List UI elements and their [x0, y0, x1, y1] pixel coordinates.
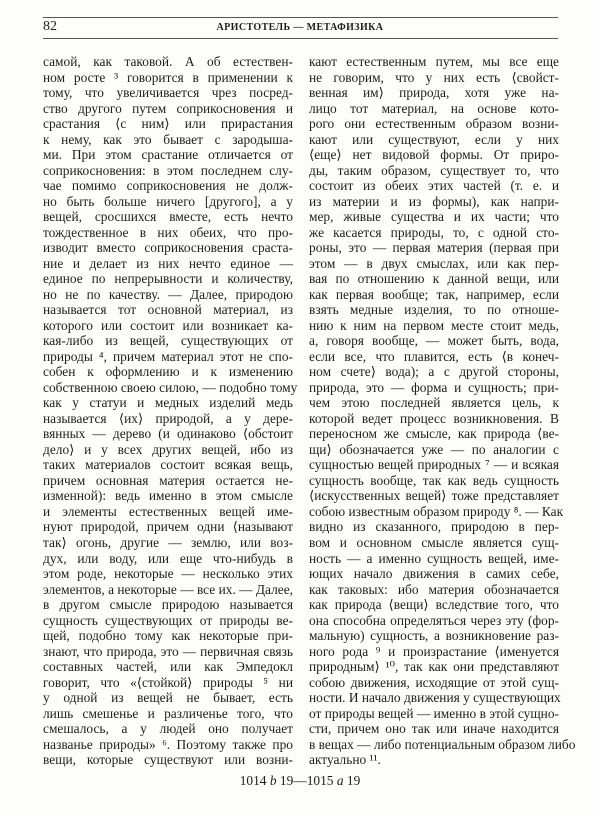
- bekker-reference: [0, 773, 600, 789]
- text-line: щей, подобно тому как некоторые при-: [43, 628, 293, 644]
- text-line: кают или существуют, если у них: [309, 131, 559, 147]
- text-line: сущностью вещей природных ⁷ — и всякая: [309, 457, 559, 473]
- text-line: ности. И начало движения у существующих: [309, 690, 561, 706]
- text-line: из материи и из формы), как напри-: [309, 193, 559, 209]
- text-line: лишь смешенье и различенье того, что: [43, 705, 293, 721]
- text-line: говорит, что «⟨стойкой⟩ природы ⁵ ни: [43, 674, 293, 690]
- text-line: ность — а именно сущность вещей, име-: [309, 550, 559, 566]
- text-line: вещей, сросшихся вместе, есть нечто: [43, 209, 293, 225]
- bekker-start-column: b: [269, 773, 277, 788]
- text-line: которого или состоит или возникает ка-: [43, 317, 293, 333]
- text-line: как природа ⟨вещи⟩ вследствие того, что: [309, 597, 559, 613]
- text-line: но быть больше ничего [другого], а у: [43, 193, 293, 209]
- text-line: тому, что увеличивается чрез посред-: [43, 85, 293, 101]
- text-line: названье природы» ⁶. Поэтому также про: [43, 736, 293, 752]
- text-line: но не по качеству. — Далее, природою: [43, 286, 293, 302]
- text-line: природным⟩ ¹⁰, так как они представляют: [309, 659, 559, 675]
- text-line: в другом смысле природою называется: [43, 597, 293, 613]
- text-line: мальную) сущность, а возникновение раз-: [309, 628, 559, 644]
- text-line: переносном же смысле, как природа ⟨ве-: [309, 426, 559, 442]
- text-line: же касается природы, то, с одной сто-: [309, 224, 559, 240]
- text-line: называется тот основной материал, из: [43, 302, 293, 318]
- text-line: дело⟩ и у всех других вещей, ибо из: [43, 441, 293, 457]
- text-line: ⟨искусственных вещей⟩ тоже представляет: [309, 488, 559, 504]
- bekker-end-line: 19: [346, 773, 361, 788]
- text-line: так⟩ огонь, другие — землю, или воз-: [43, 534, 293, 550]
- text-line: и элементы естественных вещей име-: [43, 503, 293, 519]
- text-line: вом и основном смысле является сущ-: [309, 534, 559, 550]
- text-line: самой, как таковой. А об естествен-: [43, 54, 293, 69]
- text-line: сущность существующих от природы ве-: [43, 612, 293, 628]
- text-line: срастания ⟨с ним⟩ или прирастания: [43, 116, 293, 132]
- text-line: лицо тот материал, на основе кото-: [309, 100, 559, 116]
- text-line: чем этою последней является цель, к: [309, 395, 559, 411]
- text-line: собою движения, исходящие от этой сущ-: [309, 674, 559, 690]
- text-line: к нему, как это бывает с зародыша-: [43, 131, 293, 147]
- text-line: видно из сказанного, природою в пер-: [309, 519, 559, 535]
- text-line: соприкосновения: в этом последнем слу-: [43, 162, 293, 178]
- header-rule-top: [43, 17, 558, 18]
- text-line: тождественное в них обеих, что про-: [43, 224, 293, 240]
- text-line: ⟨еще⟩ нет видовой формы. От приро-: [309, 147, 559, 163]
- text-line: щи⟩ обозначается уже — по аналогии с: [309, 441, 559, 457]
- text-line: природы ⁴, причем материал этот не спо-: [43, 348, 293, 364]
- text-line: она способна определяться через эту (фор-: [309, 612, 559, 628]
- text-line: собен к оформлению и к изменению: [43, 364, 293, 380]
- text-line: ды, таким образом, существует то, что: [309, 162, 559, 178]
- text-line: изменной): ведь именно в этом смысле: [43, 488, 293, 504]
- text-line: актуально ¹¹.: [309, 752, 381, 768]
- text-line: составных частей, или как Эмпедокл: [43, 659, 293, 675]
- text-line: как у статуи и медных изделий медь: [43, 395, 293, 411]
- text-line: ном счете⟩ вода); а с другой стороны,: [309, 364, 559, 380]
- text-line: кая-либо из вещей, существующих от: [43, 333, 293, 349]
- text-line: изводит вместо соприкосновения сраста-: [43, 240, 293, 256]
- text-line: дух, или воду, или еще что-нибудь в: [43, 550, 293, 566]
- header-rule-bottom: [43, 38, 558, 39]
- text-line: элементов, а некоторые — все их. — Далее,: [43, 581, 293, 597]
- text-line: нию к ним на первом месте стоит медь,: [309, 317, 559, 333]
- bekker-start-page: 1014: [239, 773, 267, 788]
- text-line: знают, что природа, это — первичная связь: [43, 643, 293, 659]
- text-line: чае помимо соприкосновения не долж-: [43, 178, 293, 194]
- text-line: венная им⟩ природа, хотя уже на-: [309, 85, 559, 101]
- text-line: вещи, которые существуют или возни-: [43, 752, 293, 768]
- text-line: этом — в двух смыслах, или как пер-: [309, 255, 559, 271]
- text-line: как таковых: ибо материя обозначается: [309, 581, 559, 597]
- text-line: ние и делает из них нечто единое —: [43, 255, 293, 271]
- text-line: у одной из вещей не бывает, есть: [43, 690, 293, 706]
- text-line: ющих начало движения в самих себе,: [309, 566, 559, 582]
- text-line: собою известным образом природу ⁸. — Как: [309, 503, 564, 519]
- text-line: ство другого путем соприкосновения и: [43, 100, 293, 116]
- text-line: ного рода ⁹ и произрастание ⟨именуется: [309, 643, 559, 659]
- text-line: роны, это — первая материя (первая при: [309, 240, 559, 256]
- text-line: ном росте ³ говорится в применении к: [43, 69, 293, 85]
- text-line: ми. При этом срастание отличается от: [43, 147, 293, 163]
- running-title: АРИСТОТЕЛЬ — МЕТАФИЗИКА: [216, 22, 384, 33]
- text-line: сти, причем оно так или иначе находится: [309, 721, 559, 737]
- text-line: а, говоря вообще, — может быть, вода,: [309, 333, 559, 349]
- bekker-range: 19—1015: [279, 773, 334, 788]
- text-line: состоит из обеих этих частей (т. е. и: [309, 178, 559, 194]
- text-line: нуют природой, причем одни ⟨называют: [43, 519, 293, 535]
- text-line: мер, живые существа и их части; что: [309, 209, 559, 225]
- text-line: сущность вообще, так как ведь сущность: [309, 472, 559, 488]
- text-line: взять медные изделия, то по отноше-: [309, 302, 559, 318]
- text-line: не говорим, что у них есть ⟨свойст-: [309, 69, 559, 85]
- text-line: смешалось, а у людей оно получает: [43, 721, 293, 737]
- text-line: собственною своею силою, — подобно тому: [43, 379, 298, 395]
- text-line: от природы вещей — именно в этой сущно-: [309, 705, 559, 721]
- text-column-left: [43, 54, 298, 768]
- text-line: этом роде, некоторые — несколько этих: [43, 566, 293, 582]
- text-line: кают естественным путем, мы все еще: [309, 54, 559, 69]
- page-number: 82: [43, 19, 57, 34]
- text-line: как первая вообще; так, например, если: [309, 286, 559, 302]
- bekker-end-column: a: [336, 773, 344, 788]
- text-line: причем основная материя остается не-: [43, 472, 293, 488]
- text-line: таких материалов состоит всякая вещь,: [43, 457, 293, 473]
- text-line: вая по отношению к данной вещи, или: [309, 271, 559, 287]
- text-line: вянных — дерево (и одинаково ⟨обстоит: [43, 426, 293, 442]
- text-line: которой ведет процесс возникновения. В: [309, 410, 559, 426]
- text-line: в вещах — либо потенциальным образом либо: [309, 736, 576, 752]
- text-line: единое по непрерывности и количеству,: [43, 271, 293, 287]
- text-line: если все, что плавится, есть ⟨в конеч-: [309, 348, 559, 364]
- text-line: рого они естественным образом возни-: [309, 116, 559, 132]
- text-line: называется ⟨их⟩ природой, а у дере-: [43, 410, 293, 426]
- text-line: природа, это — форма и сущность; при-: [309, 379, 559, 395]
- text-column-right: [309, 54, 576, 768]
